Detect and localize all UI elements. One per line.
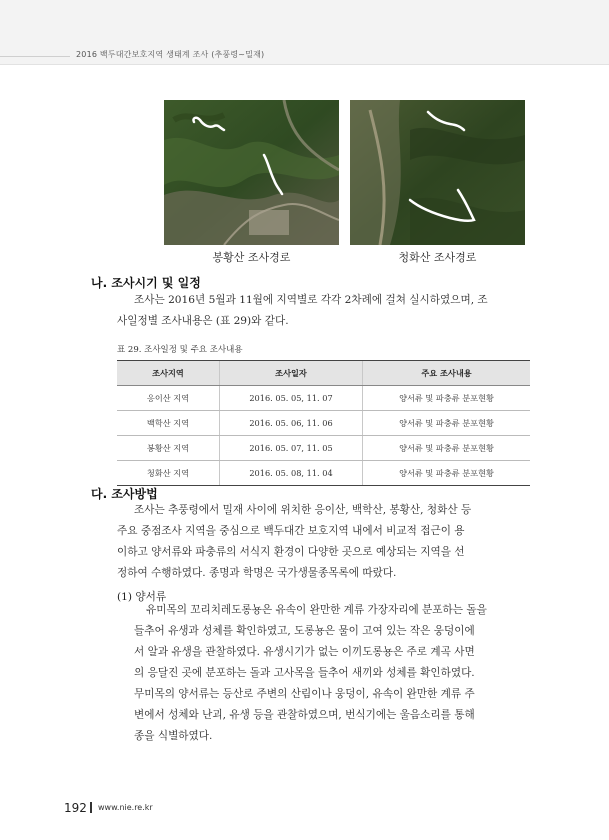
- amphibian-paragraph-line: 무미목의 양서류는 등산로 주변의 산림이나 웅덩이, 유속이 완만한 계류 주: [134, 688, 475, 700]
- figure-caption: 봉황산 조사경로: [212, 251, 291, 264]
- amphibian-paragraph-line: 서 알과 유생을 관찰하였다. 유생시기가 없는 이끼도롱뇽은 주로 계곡 사면: [134, 646, 475, 658]
- table-cell: 2016. 05. 06, 11. 06: [220, 411, 363, 436]
- amphibian-paragraph-line: 변에서 성체와 난괴, 유생 등을 관찰하였으며, 번식기에는 울음소리를 통해: [134, 709, 475, 721]
- header-rule: [0, 56, 70, 57]
- table-cell: 양서류 및 파충류 분포현황: [363, 461, 531, 486]
- method-paragraph-line: 정하여 수행하였다. 종명과 학명은 국가생물종목록에 따랐다.: [117, 567, 397, 579]
- table-cell: 백학산 지역: [117, 411, 220, 436]
- table-cell: 응이산 지역: [117, 386, 220, 411]
- amphibian-paragraph-line: 들추어 유생과 성체를 확인하였고, 도롱뇽은 물이 고여 있는 작은 웅덩이에: [134, 625, 475, 637]
- amphibian-paragraph-line: 종을 식별하였다.: [134, 730, 213, 742]
- footer-url: www.nie.re.kr: [98, 803, 153, 812]
- satellite-photo-bonghwangsan: [164, 100, 339, 245]
- table-row: [117, 386, 530, 411]
- table-cell: 2016. 05. 08, 11. 04: [220, 461, 363, 486]
- table-caption: 표 29. 조사일정 및 주요 조사내용: [117, 345, 243, 355]
- page-number: 192: [64, 801, 87, 815]
- satellite-photo-cheonghwasan: [350, 100, 525, 245]
- table-cell: 청화산 지역: [117, 461, 220, 486]
- amphibian-paragraph-line: 의 응달진 곳에 분포하는 돌과 고사목을 들추어 새끼와 성체를 확인하였다.: [134, 667, 475, 679]
- table-cell: 봉황산 지역: [117, 436, 220, 461]
- table-row: [117, 461, 530, 486]
- schedule-paragraph-line: 조사는 2016년 5월과 11월에 지역별로 각각 2차례에 걸쳐 실시하였으며, 조: [134, 294, 488, 306]
- survey-schedule-table: [117, 360, 530, 486]
- subsection-title-amphibians: (1) 양서류: [117, 591, 167, 603]
- table-cell: 2016. 05. 07, 11. 05: [220, 436, 363, 461]
- column-header: 조사지역: [117, 361, 220, 386]
- method-paragraph-line: 이하고 양서류와 파충류의 서식지 환경이 다양한 곳으로 예상되는 지역을 선: [117, 546, 465, 558]
- section-title-method: 다. 조사방법: [91, 487, 158, 501]
- method-paragraph-line: 주요 중점조사 지역을 중심으로 백두대간 보호지역 내에서 비교적 접근이 용: [117, 525, 465, 537]
- table-row: [117, 436, 530, 461]
- column-header: 조사일자: [220, 361, 363, 386]
- table-cell: 양서류 및 파충류 분포현황: [363, 386, 531, 411]
- method-paragraph-line: 조사는 추풍령에서 밀재 사이에 위치한 응이산, 백학산, 봉황산, 청화산 등: [134, 504, 472, 516]
- table-cell: 양서류 및 파충류 분포현황: [363, 436, 531, 461]
- schedule-paragraph-line: 사일정별 조사내용은 (표 29)와 같다.: [117, 315, 289, 327]
- section-title-schedule: 나. 조사시기 및 일정: [91, 276, 201, 290]
- table-cell: 양서류 및 파충류 분포현황: [363, 411, 531, 436]
- column-header: 주요 조사내용: [363, 361, 531, 386]
- amphibian-paragraph-line: 유미목의 꼬리치레도롱뇽은 유속이 완만한 계류 가장자리에 분포하는 돌을: [146, 604, 487, 616]
- table-header-row: [117, 361, 530, 386]
- footer-divider: [90, 802, 92, 813]
- figure-caption: 청화산 조사경로: [398, 251, 477, 264]
- table-row: [117, 411, 530, 436]
- running-header-title: 2016 백두대간보호지역 생태계 조사 (추풍령~밀재): [76, 50, 265, 59]
- table-cell: 2016. 05. 05, 11. 07: [220, 386, 363, 411]
